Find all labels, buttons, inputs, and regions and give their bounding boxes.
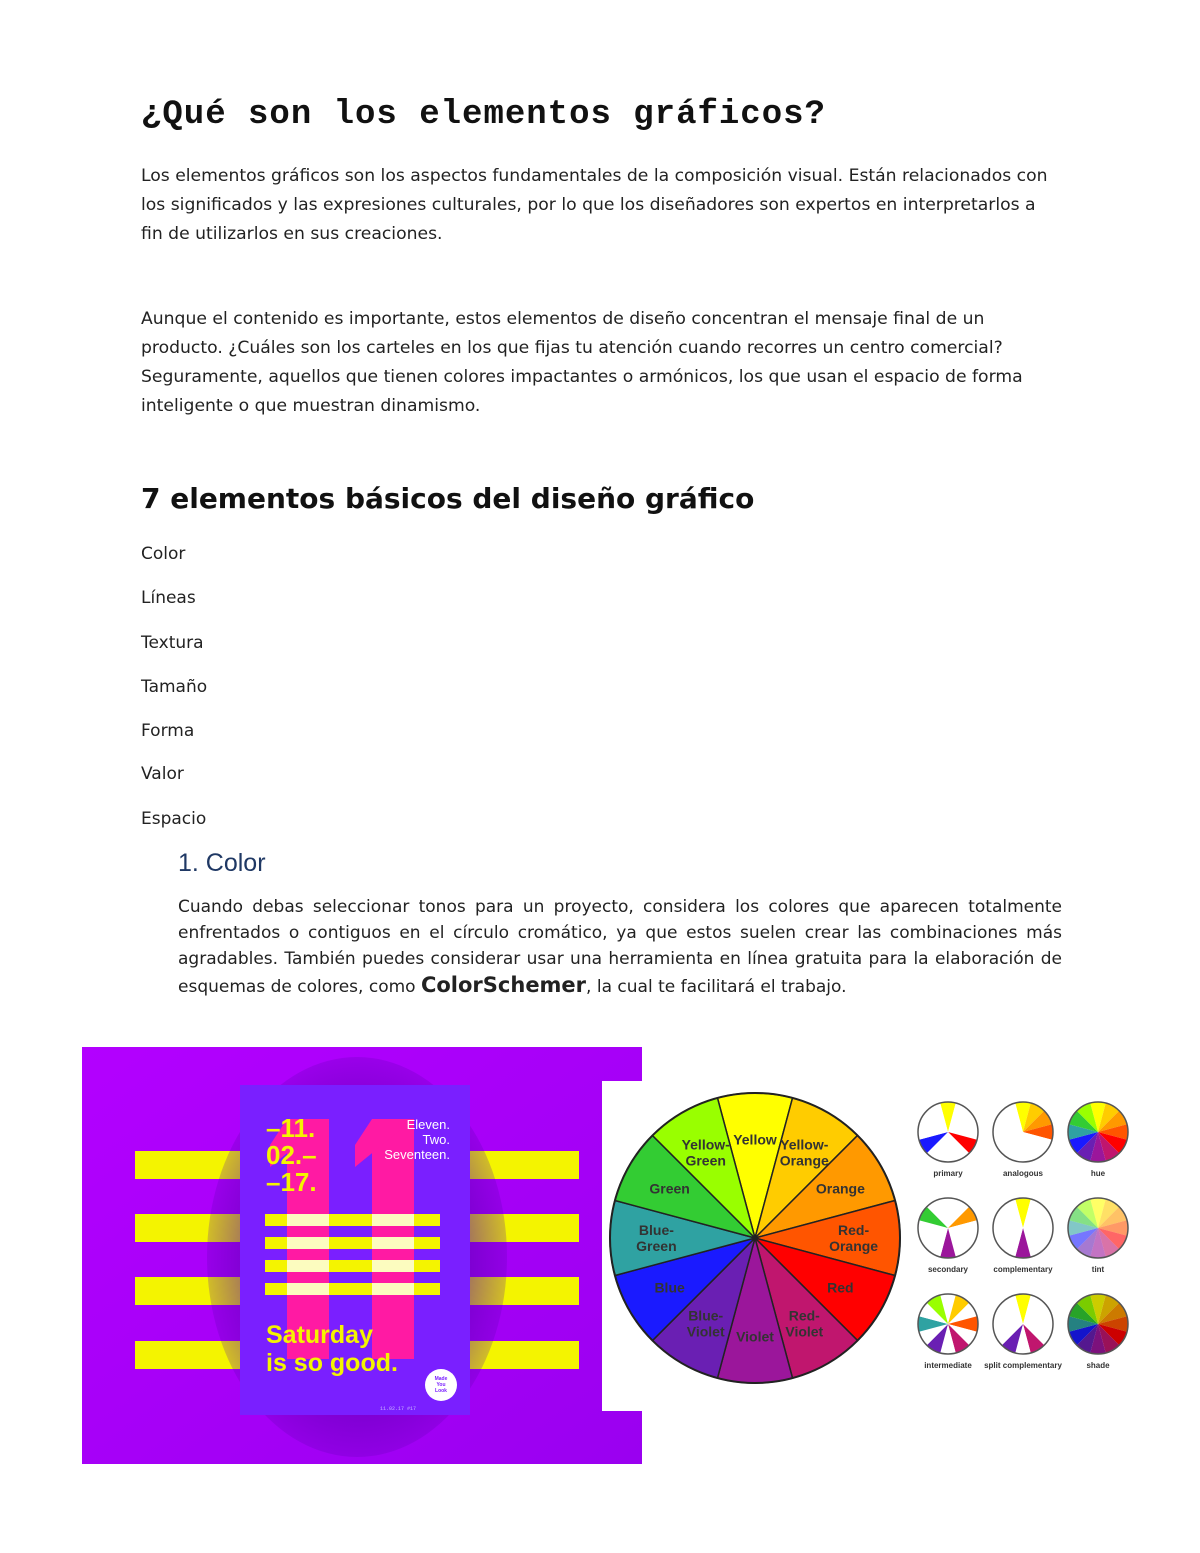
poster-date-line: 02.–: [266, 1140, 317, 1170]
poster-tagline: is so good.: [266, 1349, 398, 1377]
element-item-valor: Valor: [141, 764, 184, 784]
poster-tagline: Saturday: [266, 1321, 373, 1349]
element-item-espacio: Espacio: [141, 809, 207, 829]
badge-text: Made: [434, 1376, 448, 1382]
poster-right-line: Seventeen.: [384, 1147, 450, 1162]
color-wheel: [605, 1080, 905, 1395]
harmony-label: intermediate: [924, 1361, 972, 1370]
page-title: ¿Qué son los elementos gráficos?: [141, 96, 826, 134]
wheel-label: Red-Violet: [785, 1307, 824, 1340]
second-paragraph: [141, 305, 1061, 421]
colorschemer-link[interactable]: ColorSchemer: [420, 973, 587, 997]
wheel-label: Yellow: [733, 1131, 777, 1148]
intro-paragraph: [141, 162, 1061, 249]
wheel-label: Blue: [654, 1279, 685, 1296]
poster-image: [82, 1047, 642, 1464]
wheel-label: Yellow-Green: [681, 1136, 730, 1169]
color-paragraph-end: , la cual te facilitará el trabajo.: [586, 977, 847, 997]
element-item-textura: Textura: [141, 633, 204, 653]
second-line: Aunque el contenido es importante, estos elementos de diseño concentran el mensaje final de un: [141, 309, 985, 329]
wheel-label: Red: [827, 1279, 854, 1296]
wheel-label: Blue-Violet: [686, 1307, 725, 1340]
intro-line: fin de utilizarlos en sus creaciones.: [141, 224, 443, 244]
second-line: inteligente o que muestran dinamismo.: [141, 396, 481, 416]
intro-line: Los elementos gráficos son los aspectos fundamentales de la composición visual. Están relacionados con: [141, 166, 1048, 186]
badge-text: Look: [435, 1388, 447, 1394]
intro-line: los significados y las expresiones culturales, por lo que los diseñadores son expertos en interpretarlos a: [141, 195, 1036, 215]
harmony-label: complementary: [993, 1265, 1053, 1274]
wheel-label: Violet: [736, 1328, 774, 1345]
poster-date-line: –11.: [266, 1113, 316, 1143]
color-paragraph-text: Cuando debas seleccionar tonos para un proyecto, considera los colores que aparecen totalmente enfrentados o contiguos en el círculo cromático, ya que estos suelen crear las combinaciones más agradables. También puedes considerar usar una herramienta en línea gratuita para la elaboración de esquemas de colores, como: [178, 897, 1062, 997]
wheel-label: Yellow-Orange: [779, 1136, 829, 1169]
poster-date-line: –17.: [266, 1167, 317, 1197]
color-paragraph: [178, 894, 1062, 1000]
wheel-label: Orange: [815, 1180, 865, 1197]
poster-right-line: Two.: [422, 1132, 450, 1147]
wheel-label: Red-Orange: [829, 1222, 879, 1254]
harmony-label: primary: [933, 1169, 963, 1178]
poster-footer: 11.02.17 #17: [380, 1406, 417, 1412]
second-line: Seguramente, aquellos que tienen colores impactantes o armónicos, los que usan el espacio de forma: [141, 367, 1023, 387]
harmony-label: secondary: [927, 1265, 969, 1274]
section-title: 7 elementos básicos del diseño gráfico: [141, 482, 755, 515]
second-line: producto. ¿Cuáles son los carteles en los que fijas tu atención cuando recorres un centro comercial?: [141, 338, 1003, 358]
element-item-tamano: Tamaño: [141, 677, 208, 697]
element-item-lineas: Líneas: [141, 588, 196, 608]
color-section-title: 1. Color: [178, 849, 266, 877]
harmony-label: hue: [1090, 1169, 1106, 1178]
harmony-label: analogous: [1002, 1169, 1044, 1178]
wheel-label: Green: [649, 1180, 690, 1197]
poster-right-line: Eleven.: [406, 1117, 450, 1132]
harmony-label: split complementary: [984, 1361, 1062, 1370]
wheel-label: Blue-Green: [636, 1222, 677, 1254]
element-item-color: Color: [141, 544, 186, 564]
color-harmony-grid: [912, 1098, 1134, 1388]
element-item-forma: Forma: [141, 721, 195, 741]
harmony-label: shade: [1086, 1361, 1110, 1370]
badge-text: You: [436, 1382, 446, 1388]
harmony-label: tint: [1091, 1265, 1105, 1274]
